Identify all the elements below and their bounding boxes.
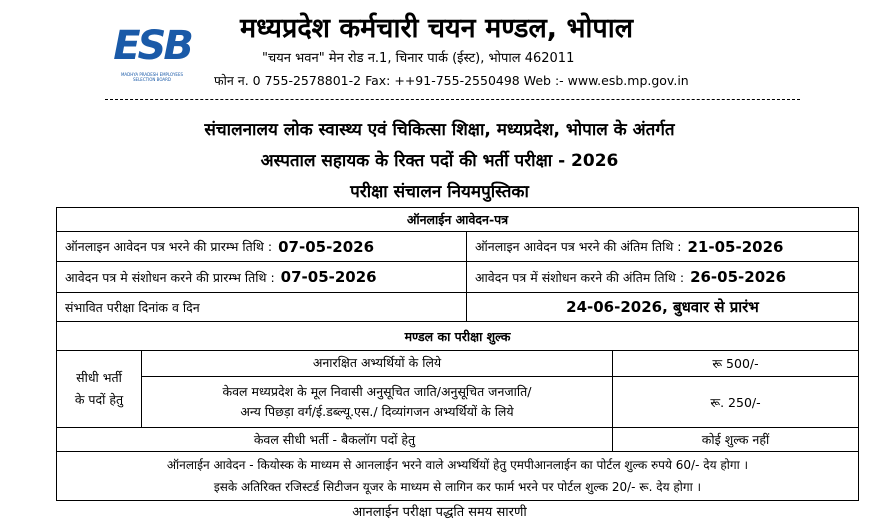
app-start-value: 07-05-2026 [278,237,375,256]
title-line-1: संचालनालय लोक स्वास्थ्य एवं चिकित्सा शिक्षा, मध्यप्रदेश, भोपाल के अंतर्गत [204,120,675,140]
edit-start-value: 07-05-2026 [280,268,377,286]
app-start-label: ऑनलाइन आवेदन पत्र भरने की प्रारम्भ तिथि : [65,239,273,254]
logo-subtext: MADHYA PRADESH EMPLOYEES SELECTION BOARD [120,72,184,82]
reserved-fee: रू. 250/- [710,394,761,410]
section-exam-fee-header [56,321,859,351]
exam-date-label: संभावित परीक्षा दिनांक व दिन [65,299,200,315]
exam-date-value-cell [466,292,859,322]
section-online-application-title: ऑनलाईन आवेदन-पत्र [406,212,509,227]
org-address: "चयन भवन" मेन रोड न.1, चिनार पार्क (ईस्ट), भोपाल 462011 [262,51,575,66]
backlog-label: केवल सीधी भर्ती - बैकलॉग पदों हेतु [253,432,416,447]
edit-end-cell [466,261,859,293]
app-start-cell [56,231,467,262]
logo-text: ESB [113,23,191,69]
org-title: मध्यप्रदेश कर्मचारी चयन मण्डल, भोपाल [240,13,634,44]
backlog-label-cell [56,427,613,452]
portal-fee-note-line-1: ऑनलाईन आवेदन - कियोस्क के माध्यम से आनलाईन भरने वाले अभ्यर्थियों हेतु एमपीआनलाईन का पोर्टल शुल्क रुपये 60/- देय होगा । [166,458,749,472]
exam-date-label-cell [56,292,467,322]
exam-date-value: 24-06-2026, बुधवार से प्रारंभ [566,298,759,316]
unreserved-fee-cell [612,350,859,377]
unreserved-label-cell [141,350,613,377]
app-end-cell [466,231,859,262]
section-online-application-header [56,207,859,232]
app-end-value: 21-05-2026 [687,237,784,256]
dashed-divider [105,99,800,100]
reserved-label-line-1: केवल मध्यप्रदेश के मूल निवासी अनुसूचित जाति/अनुसूचित जनजाति/ [222,384,532,399]
edit-end-label: आवेदन पत्र में संशोधन करने की अंतिम तिथि : [475,269,685,285]
unreserved-label: अनारक्षित अभ्यर्थियों के लिये [312,355,442,370]
fee-group-cell [56,350,142,428]
reserved-fee-cell [612,376,859,428]
edit-end-value: 26-05-2026 [690,268,787,286]
schedule-title: आनलाईन परीक्षा पद्धति समय सारणी [352,505,527,520]
fee-group-label-line-1: सीधी भर्ती [76,370,122,385]
portal-fee-note-cell [56,451,859,501]
app-end-label: ऑनलाइन आवेदन पत्र भरने की अंतिम तिथि : [475,239,682,254]
title-line-3: परीक्षा संचालन नियमपुस्तिका [350,182,529,202]
esb-logo [110,20,194,80]
org-contact: फोन न. 0 755-2578801-2 Fax: ++91-755-2550498 Web :- www.esb.mp.gov.in [214,73,689,88]
section-exam-fee-title: मण्डल का परीक्षा शुल्क [404,328,511,344]
backlog-fee: कोई शुल्क नहीं [701,432,770,447]
fee-group-label-line-2: के पदों हेतु [74,392,124,407]
title-line-2: अस्पताल सहायक के रिक्त पदों की भर्ती परीक्षा - 2026 [260,151,619,171]
portal-fee-note-line-2: इसके अतिरिक्त रजिस्टर्ड सिटीजन यूजर के माध्यम से लागिन कर फार्म भरने पर पोर्टल शुल्क 20/- रू. देय होगा । [213,480,702,494]
edit-start-cell [56,261,467,293]
reserved-label-line-2: अन्य पिछड़ा वर्ग/ई.डब्ल्यू.एस./ दिव्यांगजन अभ्यर्थियों के लिये [240,404,514,419]
reserved-label-cell [141,376,613,428]
unreserved-fee: रू 500/- [712,356,759,371]
backlog-fee-cell [612,427,859,452]
edit-start-label: आवेदन पत्र मे संशोधन करने की प्रारम्भ तिथि : [65,269,275,285]
